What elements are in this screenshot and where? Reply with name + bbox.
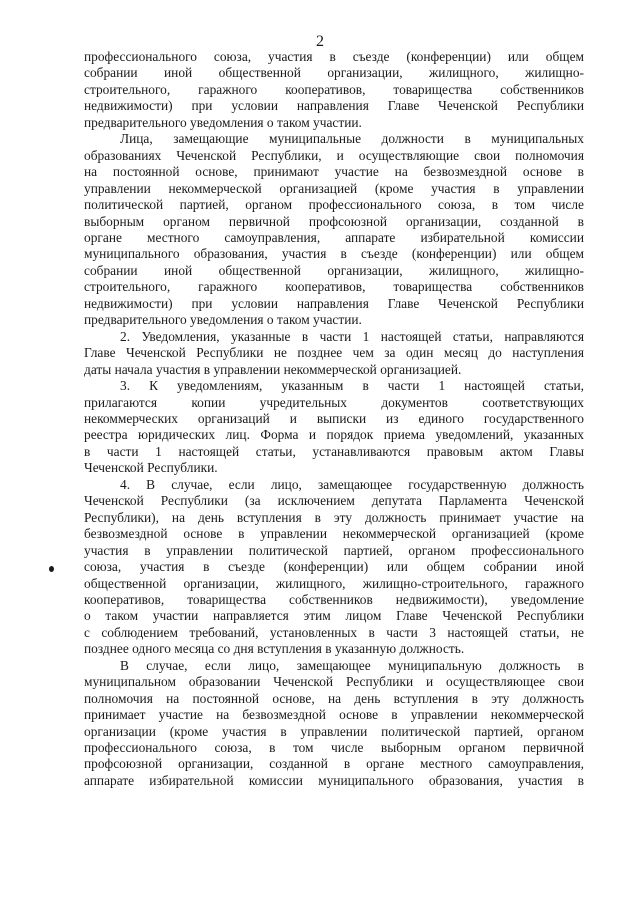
- text-line: реестра юридических лиц. Форма и порядок приема уведомлений, указанных: [84, 427, 584, 443]
- text-line: Чеченской Республики (за исключением депутата Парламента Чеченской: [84, 493, 584, 509]
- text-line: собрании иной общественной организации, жилищного, жилищно-: [84, 65, 584, 81]
- text-line: 4. В случае, если лицо, замещающее государственную должность: [120, 476, 584, 492]
- text-line: муниципальном образовании Чеченской Республики и осуществляющее свои: [84, 674, 584, 690]
- text-line: Лица, замещающие муниципальные должности в муниципальных: [120, 131, 584, 147]
- text-line: профсоюзной организации, созданной в органе местного самоуправления,: [84, 756, 584, 772]
- text-line: профессионального союза, участия в съезде (конференции) или общем: [84, 49, 584, 64]
- text-line: образованиях Чеченской Республики, и осуществляющие свои полномочия: [84, 147, 584, 163]
- text-line: принимает участие на безвозмездной основе в управлении некоммерческой: [84, 707, 584, 723]
- text-line: выборным органом первичной профсоюзной организации, созданной в: [84, 213, 584, 229]
- document-body: [84, 49, 584, 789]
- page-number: 2: [316, 33, 324, 50]
- text-line: в части 1 настоящей статьи, устанавливаются правовым актом Главы: [84, 443, 584, 459]
- paragraph: [84, 477, 584, 658]
- paragraph: [84, 329, 584, 378]
- text-line: участия в управлении политической партией, органом профессионального: [84, 542, 584, 558]
- text-line: Республики), на день вступления в эту должность принимает участие на: [84, 509, 584, 525]
- text-line: предварительного уведомления о таком участии.: [84, 114, 362, 130]
- paragraph: [84, 658, 584, 790]
- text-line: В случае, если лицо, замещающее муниципальную должность в: [120, 657, 584, 673]
- text-line: 2. Уведомления, указанные в части 1 настоящей статьи, направляются: [120, 328, 584, 344]
- text-line: собрании иной общественной организации, жилищного, жилищно-: [84, 262, 584, 278]
- text-line: о таком участии направляется этим лицом Главе Чеченской Республики: [84, 608, 584, 624]
- text-line: даты начала участия в управлении некоммерческой организацией.: [84, 361, 462, 377]
- text-line: прилагаются копии учредительных документов соответствующих: [84, 394, 584, 410]
- paragraph: [84, 49, 584, 131]
- text-line: Чеченской Республики.: [84, 460, 218, 476]
- scan-speck: [49, 566, 54, 572]
- paragraph: [84, 131, 584, 328]
- paragraph: [84, 378, 584, 477]
- text-line: недвижимости) при условии направления Главе Чеченской Республики: [84, 98, 584, 114]
- text-line: организации (кроме участия в управлении политической партией, органом: [84, 723, 584, 739]
- text-line: 3. К уведомлениям, указанным в части 1 настоящей статьи,: [120, 378, 584, 394]
- text-line: безвозмездной основе в управлении некоммерческой организацией (кроме: [84, 526, 584, 542]
- text-line: профессионального союза, в том числе выборным органом первичной: [84, 740, 584, 756]
- text-line: позднее одного месяца со дня вступления в указанную должность.: [84, 641, 465, 657]
- text-line: союза, участия в съезде (конференции) или общем собрании иной: [84, 559, 584, 575]
- text-line: некоммерческих организаций и выписки из единого государственного: [84, 410, 584, 426]
- text-line: общественной организации, жилищного, жилищно-строительного, гаражного: [84, 575, 584, 591]
- text-line: строительного, гаражного кооперативов, товарищества собственников: [84, 279, 584, 295]
- text-line: предварительного уведомления о таком участии.: [84, 312, 362, 328]
- text-line: управлении некоммерческой организацией (кроме участия в управлении: [84, 180, 584, 196]
- text-line: политической партией, органом профессионального союза, в том числе: [84, 197, 584, 213]
- text-line: органе местного самоуправления, аппарате избирательной комиссии: [84, 229, 584, 245]
- text-line: с соблюдением требований, установленных в части 3 настоящей статьи, не: [84, 624, 584, 640]
- text-line: полномочия на постоянной основе, на день вступления в эту должность: [84, 690, 584, 706]
- text-line: кооперативов, товарищества собственников недвижимости), уведомление: [84, 591, 584, 607]
- text-line: на постоянной основе, принимают участие на безвозмездной основе в: [84, 164, 584, 180]
- text-line: муниципального образования, участия в съезде (конференции) или общем: [84, 246, 584, 262]
- text-line: Главе Чеченской Республики не позднее чем за один месяц до наступления: [84, 345, 584, 361]
- text-line: недвижимости) при условии направления Главе Чеченской Республики: [84, 295, 584, 311]
- text-line: аппарате избирательной комиссии муниципального образования, участия в: [84, 772, 584, 788]
- text-line: строительного, гаражного кооперативов, товарищества собственников: [84, 81, 584, 97]
